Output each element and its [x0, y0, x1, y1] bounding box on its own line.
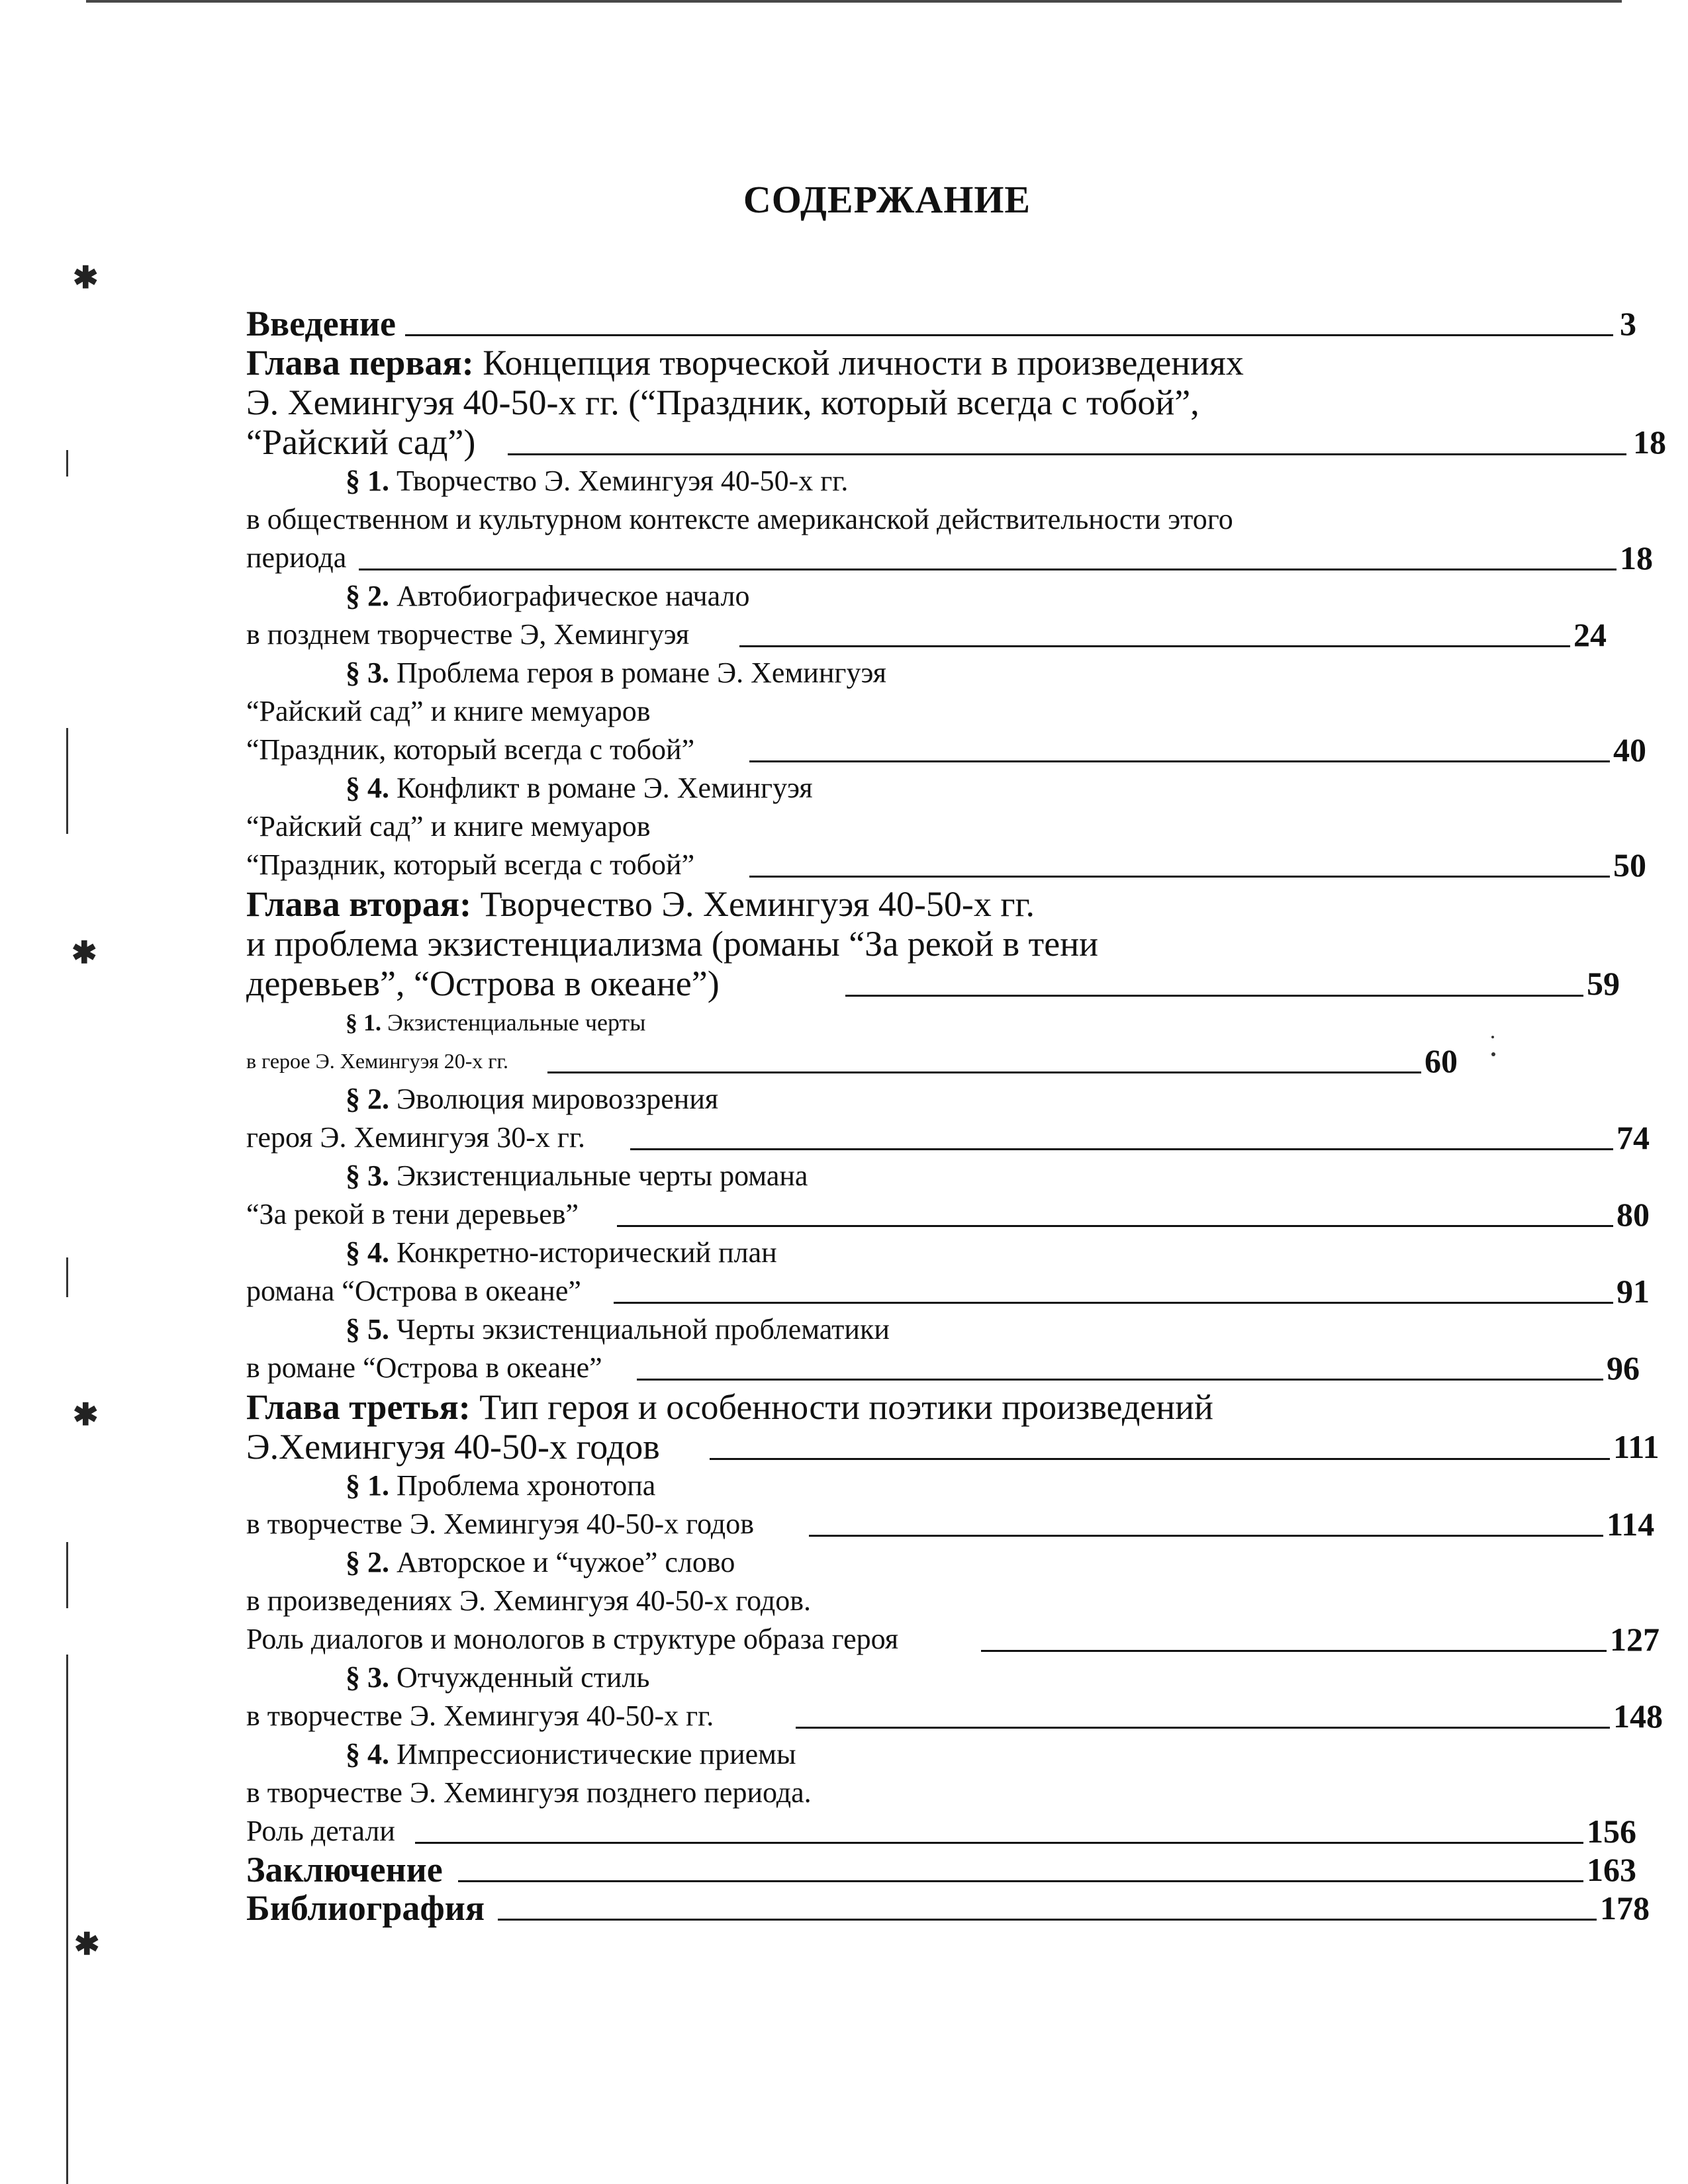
scan-line: [66, 728, 68, 834]
toc-text: в романе “Острова в океане”: [246, 1351, 602, 1384]
toc-entry-section[interactable]: [246, 1735, 1438, 1774]
top-rule: [86, 0, 1622, 3]
toc-text: и проблема экзистенциализма (романы “За рекой в тени: [246, 924, 1099, 964]
toc-text: Э. Хемингуэя 40-50-х гг. (“Праздник, который всегда с тобой”,: [246, 383, 1199, 422]
toc-entry-line: [246, 731, 1646, 769]
dot-leader: [981, 1650, 1607, 1652]
page-number: 178: [1600, 1889, 1650, 1927]
dot-leader: [630, 1148, 1613, 1150]
dot-leader: [498, 1919, 1597, 1921]
toc-entry-line: [246, 1582, 1438, 1620]
toc-entry-line: [246, 1427, 1660, 1467]
toc-entry-line: [246, 846, 1646, 884]
toc-label: § 4.: [346, 772, 389, 804]
toc-label: Заключение: [246, 1850, 443, 1889]
page-number: 96: [1607, 1349, 1640, 1387]
page-number: 74: [1617, 1119, 1650, 1156]
page-number: 40: [1613, 731, 1646, 768]
page-number: 18: [1633, 424, 1666, 461]
toc-text: в творчестве Э. Хемингуэя 40-50-х гг.: [246, 1700, 714, 1732]
toc-entry-line: [246, 539, 1653, 577]
toc-entry-section[interactable]: [246, 1543, 1438, 1582]
toc-label: § 3.: [346, 1661, 389, 1694]
toc-entry-section[interactable]: [246, 769, 1438, 807]
toc-text: Тип героя и особенности поэтики произведений: [479, 1387, 1213, 1427]
scan-line: [66, 1655, 68, 2184]
toc-entry-section[interactable]: [246, 462, 1438, 500]
table-of-contents: [246, 304, 1666, 1928]
toc-text: в позднем творчестве Э, Хемингуэя: [246, 618, 690, 651]
toc-text: “За рекой в тени деревьев”: [246, 1198, 579, 1230]
dot-leader: [739, 645, 1570, 647]
margin-mark: ✱: [71, 936, 97, 970]
toc-text: Эволюция мировоззрения: [397, 1083, 719, 1115]
toc-entry-line: [246, 422, 1666, 462]
page-number: 60: [1425, 1042, 1458, 1079]
scan-speck: [1491, 1052, 1495, 1056]
toc-text: Конкретно-исторический план: [397, 1236, 777, 1269]
toc-label: § 2.: [346, 1546, 389, 1578]
dot-leader: [845, 995, 1583, 997]
dot-leader: [749, 760, 1610, 762]
dot-leader: [749, 876, 1610, 878]
toc-text: Проблема хронотопа: [397, 1469, 656, 1502]
dot-leader: [617, 1225, 1613, 1227]
scan-line: [66, 1257, 68, 1297]
margin-mark: ✱: [74, 1927, 100, 1961]
toc-text: романа “Острова в океане”: [246, 1275, 581, 1307]
toc-entry-section[interactable]: [246, 577, 1438, 615]
toc-entry-introduction[interactable]: [246, 304, 1636, 343]
page-number: 59: [1587, 965, 1620, 1002]
page-number: 111: [1613, 1428, 1660, 1465]
toc-entry-bibliography[interactable]: [246, 1888, 1650, 1928]
toc-entry-line: [246, 1042, 1458, 1080]
toc-text: “Праздник, который всегда с тобой”: [246, 733, 695, 766]
toc-entry-line: [246, 1195, 1650, 1234]
toc-text: “Праздник, который всегда с тобой”: [246, 848, 695, 881]
dot-leader: [710, 1458, 1610, 1460]
toc-text: Авторское и “чужое” слово: [397, 1546, 735, 1578]
toc-entry-section[interactable]: [246, 1659, 1438, 1697]
toc-label: Глава вторая:: [246, 884, 472, 924]
toc-label: Глава первая:: [246, 343, 474, 383]
toc-text: в произведениях Э. Хемингуэя 40-50-х годов.: [246, 1584, 811, 1617]
toc-text: Отчужденный стиль: [397, 1661, 650, 1694]
toc-text: Экзистенциальные черты романа: [397, 1160, 808, 1192]
dot-leader: [405, 334, 1613, 336]
page-number: 127: [1610, 1621, 1660, 1658]
toc-label: § 4.: [346, 1738, 389, 1770]
toc-entry-chapter-3[interactable]: [246, 1387, 1438, 1427]
dot-leader: [415, 1842, 1583, 1844]
toc-text: Проблема героя в романе Э. Хемингуэя: [397, 657, 886, 689]
dot-leader: [809, 1535, 1603, 1537]
page-number: 50: [1613, 846, 1646, 884]
toc-label: § 3.: [346, 1160, 389, 1192]
page-number: 3: [1620, 305, 1636, 342]
toc-entry-line: [246, 1505, 1655, 1543]
toc-text: “Райский сад” и книге мемуаров: [246, 810, 651, 842]
dot-leader: [637, 1379, 1603, 1381]
toc-entry-chapter-1[interactable]: [246, 343, 1438, 383]
dot-leader: [508, 453, 1626, 455]
toc-label: § 4.: [346, 1236, 389, 1269]
toc-entry-section[interactable]: [246, 1310, 1438, 1349]
toc-label: § 3.: [346, 657, 389, 689]
dot-leader: [458, 1880, 1583, 1882]
toc-text: Конфликт в романе Э. Хемингуэя: [397, 772, 813, 804]
dot-leader: [796, 1727, 1610, 1729]
toc-label: § 2.: [346, 580, 389, 612]
toc-text: “Райский сад” и книге мемуаров: [246, 695, 651, 727]
toc-entry-line: [246, 1349, 1640, 1387]
toc-label: § 2.: [346, 1083, 389, 1115]
toc-label: Глава третья:: [246, 1387, 471, 1427]
toc-text: Роль детали: [246, 1815, 395, 1847]
dot-leader: [614, 1302, 1613, 1304]
toc-text: деревьев”, “Острова в океане”): [246, 964, 720, 1003]
toc-text: в герое Э. Хемингуэя 20-х гг.: [246, 1049, 508, 1073]
toc-entry-line: [246, 924, 1438, 964]
toc-text: Роль диалогов и монологов в структуре образа героя: [246, 1623, 899, 1655]
toc-text: Концепция творческой личности в произведениях: [483, 343, 1244, 383]
toc-label: Введение: [246, 304, 396, 343]
page-title: СОДЕРЖАНИЕ: [743, 178, 1031, 221]
toc-entry-line: [246, 964, 1620, 1003]
page-number: 18: [1620, 539, 1653, 576]
toc-entry-line: [246, 1697, 1663, 1735]
toc-entry-line: [246, 1118, 1650, 1157]
toc-text: Автобиографическое начало: [397, 580, 750, 612]
toc-entry-line: [246, 1812, 1636, 1850]
toc-entry-line: [246, 500, 1438, 539]
toc-text: героя Э. Хемингуэя 30-х гг.: [246, 1121, 586, 1154]
toc-entry-section[interactable]: [246, 1080, 1438, 1118]
toc-text: Творчество Э. Хемингуэя 40-50-х гг.: [480, 884, 1035, 924]
toc-label: § 1.: [346, 1469, 389, 1502]
page-number: 91: [1617, 1273, 1650, 1310]
page-number: 24: [1573, 616, 1607, 653]
scan-speck: [1491, 1036, 1494, 1038]
toc-text: Экзистенциальные черты: [387, 1009, 646, 1036]
margin-mark: ✱: [73, 261, 99, 295]
toc-entry-section[interactable]: [246, 654, 1438, 692]
page-number: 80: [1617, 1196, 1650, 1233]
toc-text: Э.Хемингуэя 40-50-х годов: [246, 1427, 660, 1467]
margin-mark: ✱: [73, 1398, 99, 1432]
toc-entry-line: [246, 1272, 1650, 1310]
scan-line: [66, 1542, 68, 1608]
toc-entry-chapter-2[interactable]: [246, 884, 1438, 924]
toc-entry-section[interactable]: [246, 1003, 1438, 1042]
dot-leader: [547, 1071, 1421, 1073]
toc-entry-line: [246, 1620, 1660, 1659]
toc-text: Творчество Э. Хемингуэя 40-50-х гг.: [397, 465, 849, 497]
page-number: 163: [1587, 1851, 1636, 1888]
toc-label: Библиография: [246, 1888, 485, 1928]
toc-label: § 1.: [346, 1009, 381, 1036]
toc-entry-section[interactable]: [246, 1467, 1438, 1505]
toc-text: периода: [246, 541, 347, 574]
toc-entry-line: [246, 807, 1438, 846]
toc-entry-line: [246, 615, 1607, 654]
toc-entry-section[interactable]: [246, 1234, 1438, 1272]
page-number: 148: [1613, 1698, 1663, 1735]
toc-text: Импрессионистические приемы: [397, 1738, 796, 1770]
page-number: 114: [1607, 1506, 1655, 1543]
toc-label: § 1.: [346, 465, 389, 497]
toc-text: “Райский сад”): [246, 422, 476, 462]
toc-entry-conclusion[interactable]: [246, 1850, 1636, 1889]
dot-leader: [359, 569, 1617, 570]
toc-text: в творчестве Э. Хемингуэя позднего периода.: [246, 1776, 812, 1809]
toc-entry-section[interactable]: [246, 1157, 1438, 1195]
toc-text: Черты экзистенциальной проблематики: [397, 1313, 890, 1345]
page-number: 156: [1587, 1813, 1636, 1850]
toc-entry-line: [246, 1774, 1438, 1812]
toc-label: § 5.: [346, 1313, 389, 1345]
toc-entry-line: [246, 692, 1438, 731]
toc-entry-line: [246, 383, 1438, 422]
toc-text: в творчестве Э. Хемингуэя 40-50-х годов: [246, 1508, 754, 1540]
toc-text: в общественном и культурном контексте американской действительности этого: [246, 503, 1233, 535]
scan-line: [66, 450, 68, 477]
